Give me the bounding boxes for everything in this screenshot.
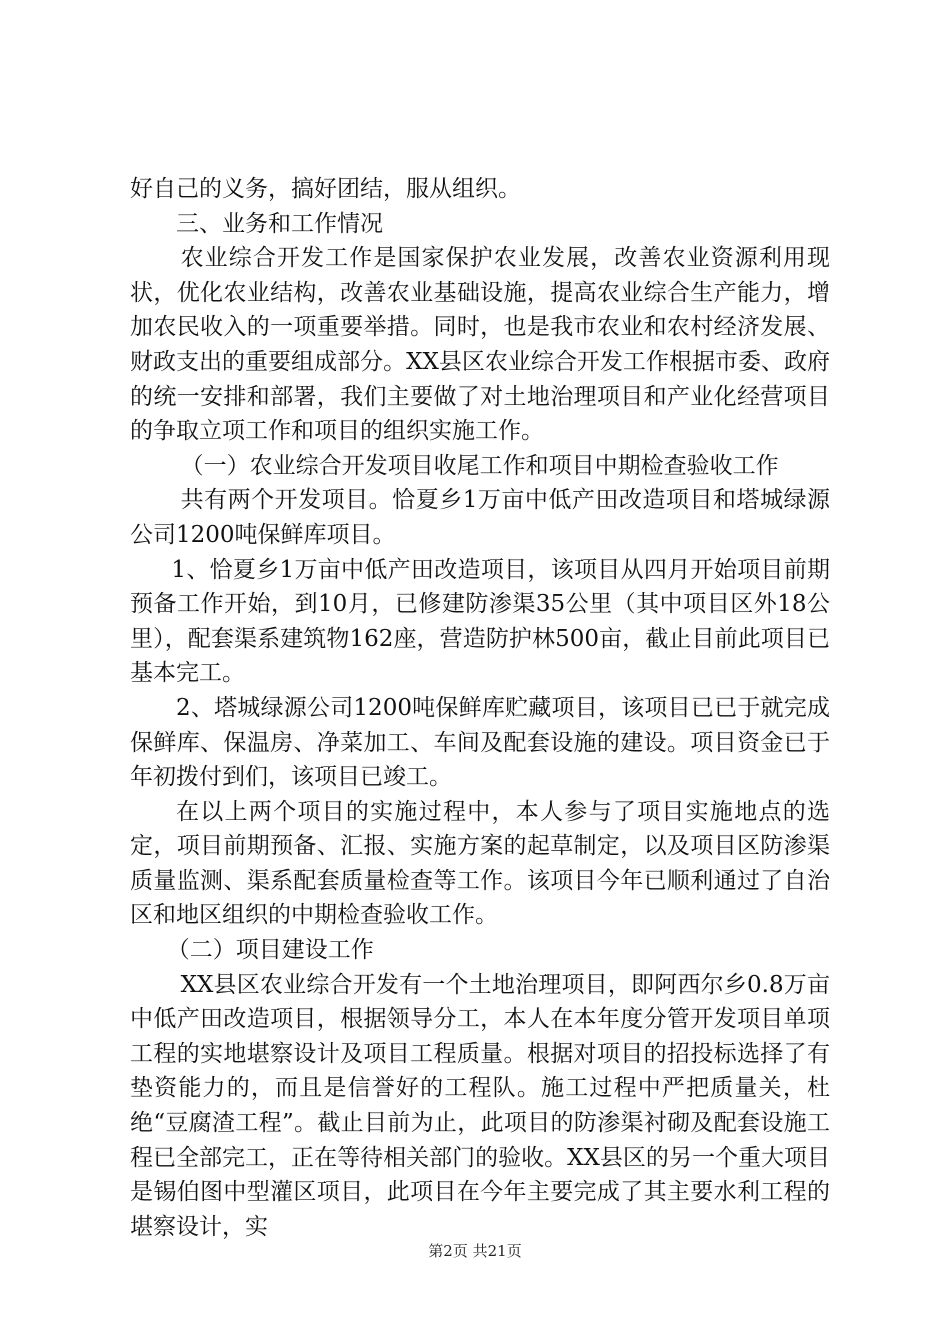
paragraph-overview: 农业综合开发工作是国家保护农业发展，改善农业资源利用现状，优化农业结构，改善农业基础设施，提高农业综合生产能力，增加农民收入的一项重要举措。同时，也是我市农业和农村经济发展、财政支出的重要组成部分。XX县区农业综合开发工作根据市委、政府的统一安排和部署，我们主要做了对土地治理项目和产业化经营项目的争取立项工作和项目的组织实施工作。 <box>130 245 830 445</box>
paragraph-continuation: 好自己的义务，搞好团结，服从组织。 <box>130 176 521 202</box>
subsection-heading-completion: （一）农业综合开发项目收尾工作和项目中期检查验收工作 <box>180 452 779 479</box>
page-footer: 第2页 共21页 <box>428 1242 522 1260</box>
section-heading-business: 三、业务和工作情况 <box>176 210 383 237</box>
subsection-heading-construction: （二）项目建设工作 <box>166 937 374 964</box>
paragraph-participation: 在以上两个项目的实施过程中，本人参与了项目实施地点的选定，项目前期预备、汇报、实施方案的起草制定，以及项目区防渗渠质量监测、渠系配套质量检查等工作。该项目今年已顺利通过了自治区和地区组织的中期检查验收工作。 <box>130 798 830 929</box>
document-body <box>130 172 830 1244</box>
paragraph-project-two: 2、塔城绿源公司1200吨保鲜库贮藏项目，该项目已已于就完成保鲜库、保温房、净菜加工、车间及配套设施的建设。项目资金已于年初拨付到们，该项目已竣工。 <box>130 694 830 791</box>
paragraph-construction: XX县区农业综合开发有一个土地治理项目，即阿西尔乡0.8万亩中低产田改造项目，根据领导分工，本人在本年度分管开发项目单项工程的实地堪察设计及项目工程质量。根据对项目的招投标选择了有垫资能力的，而且是信誉好的工程队。施工过程中严把质量关，杜绝“豆腐渣工程”。截止目前为止，此项目的防渗渠衬砌及配套设施工程已全部完工，正在等待相关部门的验收。XX县区的另一个重大项目是锡伯图中型灌区项目，此项目在今年主要完成了其主要水利工程的堪察设计，实 <box>130 971 830 1240</box>
paragraph-two-projects: 共有两个开发项目。恰夏乡1万亩中低产田改造项目和塔城绿源公司1200吨保鲜库项目。 <box>130 487 830 548</box>
paragraph-project-one: 1、恰夏乡1万亩中低产田改造项目，该项目从四月开始项目前期预备工作开始，到10月，已修建防渗渠35公里（其中项目区外18公里），配套渠系建筑物162座，营造防护林500亩，截止目前此项目已基本完工。 <box>130 556 830 687</box>
